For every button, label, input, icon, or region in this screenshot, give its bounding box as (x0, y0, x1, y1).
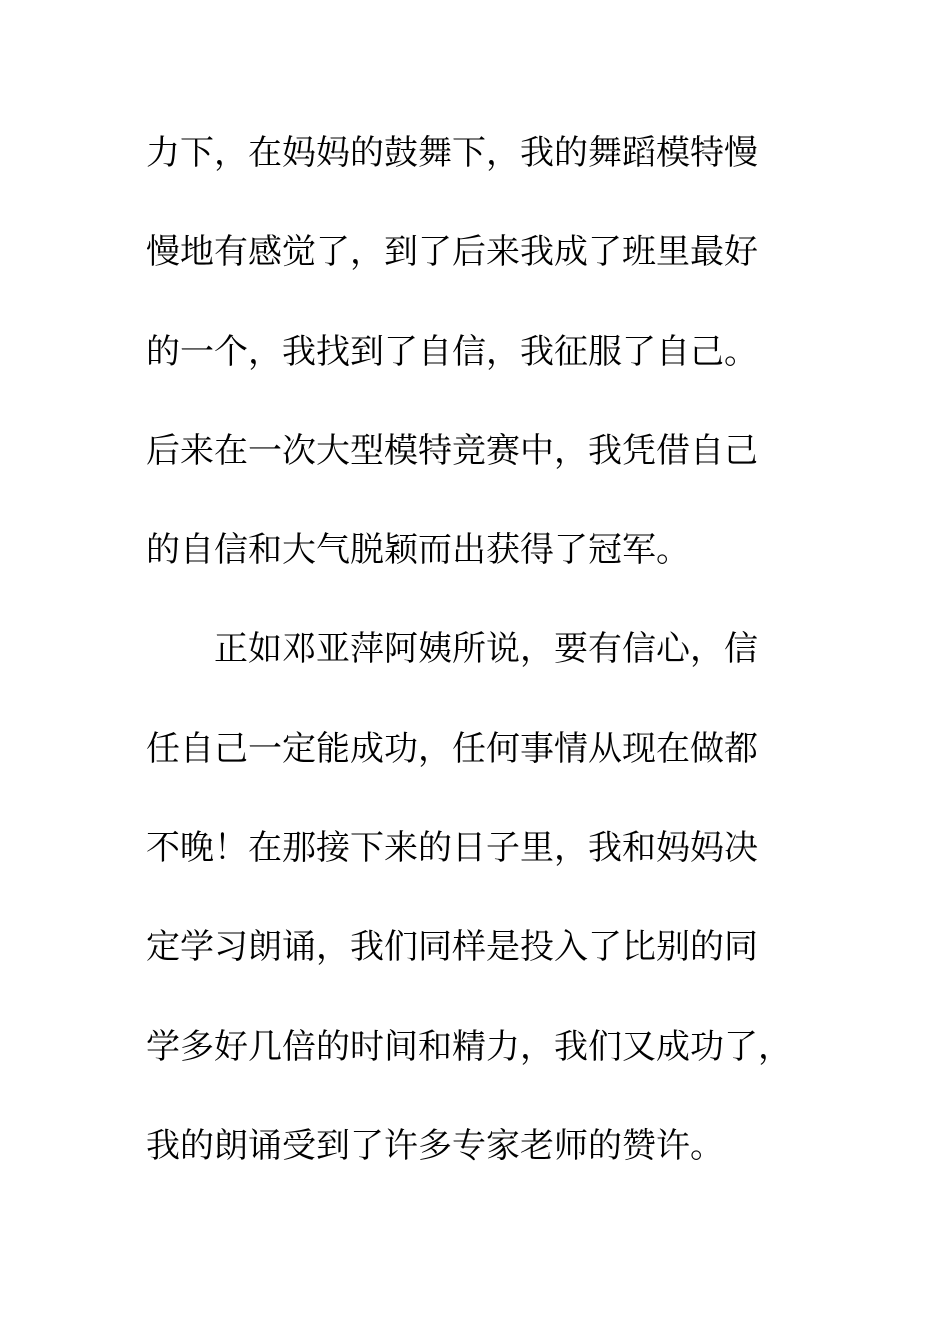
body-text (146, 124, 826, 1216)
text-line: 定学习朗诵，我们同样是投入了比别的同 (146, 927, 758, 968)
text-line: 学多好几倍的时间和精力，我们又成功了， (146, 1026, 792, 1067)
paragraph-start-line: 正如邓亚萍阿姨所说，要有信心，信 (214, 629, 758, 670)
text-line: 任自己一定能成功，任何事情从现在做都 (146, 728, 758, 769)
text-line: 后来在一次大型模特竞赛中，我凭借自己 (146, 430, 758, 471)
text-line: 力下，在妈妈的鼓舞下，我的舞蹈模特慢 (146, 133, 758, 173)
text-line: 慢地有感觉了，到了后来我成了班里最好 (146, 232, 758, 273)
text-line: 的一个，我找到了自信，我征服了自己。 (146, 331, 758, 372)
text-line: 我的朗诵受到了许多专家老师的赞许。 (146, 1125, 724, 1166)
text-line: 不晚！在那接下来的日子里，我和妈妈决 (146, 828, 758, 869)
text-line: 的自信和大气脱颖而出获得了冠军。 (146, 530, 690, 571)
